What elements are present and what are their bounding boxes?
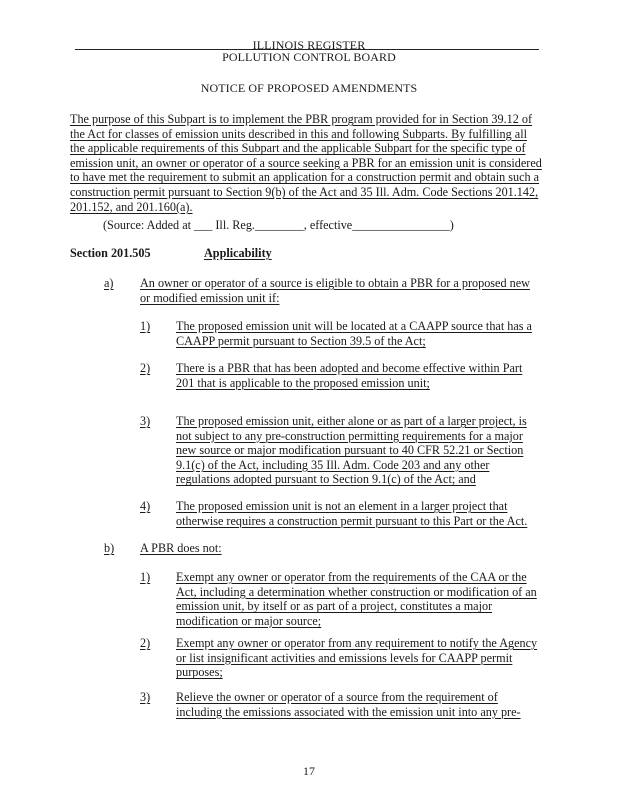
board-title: POLLUTION CONTROL BOARD bbox=[222, 50, 396, 64]
text-line: The proposed emission unit, either alone or as part of a larger project, is bbox=[176, 414, 527, 428]
subsection-a-marker: a) bbox=[104, 276, 114, 290]
item-a3-text bbox=[176, 414, 527, 487]
subsection-a-text bbox=[140, 276, 530, 305]
item-a2-marker: 2) bbox=[140, 361, 151, 375]
text-line: An owner or operator of a source is eligible to obtain a PBR for a proposed new bbox=[140, 276, 530, 290]
text-line: new source or major modification pursuant to 40 CFR 52.21 or Section bbox=[176, 443, 524, 458]
item-a4-marker: 4) bbox=[140, 499, 151, 513]
text-line: A PBR does not: bbox=[140, 541, 222, 555]
text-line: 201 that is applicable to the proposed emission unit; bbox=[176, 375, 430, 390]
subsection-b-marker: b) bbox=[104, 541, 115, 555]
item-b1-text bbox=[176, 570, 537, 628]
item-b2-text bbox=[176, 636, 537, 680]
item-b3-text bbox=[176, 690, 521, 719]
section-heading bbox=[70, 246, 370, 261]
text-line: Exempt any owner or operator from any requirement to notify the Agency bbox=[176, 636, 538, 650]
text-line: modification or major source; bbox=[176, 613, 322, 628]
text-line: to have met the requirement to submit an application for a construction permit and obtain such a bbox=[70, 170, 540, 185]
subsection-b-text bbox=[140, 541, 222, 556]
text-line: Relieve the owner or operator of a source from the requirement of bbox=[176, 690, 498, 704]
notice-title: NOTICE OF PROPOSED AMENDMENTS bbox=[200, 81, 418, 95]
text-line: otherwise requires a construction permit pursuant to this Part or the Act. bbox=[176, 513, 528, 528]
text-line: Act, including a determination whether construction or modification of an bbox=[176, 584, 537, 599]
text-line: CAAPP permit pursuant to Section 39.5 of the Act; bbox=[176, 333, 426, 348]
section-number: Section 201.505 bbox=[70, 246, 151, 260]
source-note: (Source: Added at ___ Ill. Reg.________, effective________________) bbox=[103, 218, 454, 232]
text-line: Exempt any owner or operator from the requirements of the CAA or the bbox=[176, 570, 527, 584]
item-a3-marker: 3) bbox=[140, 414, 151, 428]
text-line: purposes; bbox=[176, 665, 223, 680]
text-line: not subject to any pre-construction permitting requirements for a major bbox=[176, 428, 523, 443]
item-a1-marker: 1) bbox=[140, 319, 151, 333]
page-number: 17 bbox=[303, 764, 315, 778]
register-title: ILLINOIS REGISTER bbox=[252, 38, 366, 52]
text-line: or modified emission unit if: bbox=[140, 290, 280, 305]
text-line: 201.152, and 201.160(a). bbox=[70, 199, 193, 214]
item-b2-marker: 2) bbox=[140, 636, 151, 650]
item-a2-text bbox=[176, 361, 522, 390]
item-a1-text bbox=[176, 319, 532, 348]
item-b3-marker: 3) bbox=[140, 690, 151, 704]
section-title: Applicability bbox=[204, 246, 272, 260]
text-line: The purpose of this Subpart is to implement the PBR program provided for in Section 39.12 of bbox=[70, 112, 533, 126]
item-b1-marker: 1) bbox=[140, 570, 151, 584]
text-line: construction permit pursuant to Section 9(b) of the Act and 35 Ill. Adm. Code Sections 201.142, bbox=[70, 184, 539, 199]
text-line: The proposed emission unit is not an element in a larger project that bbox=[176, 499, 508, 513]
text-line: or list insignificant activities and emissions levels for CAAPP permit bbox=[176, 650, 513, 665]
text-line: the applicable requirements of this Subpart and the applicable Subpart for the specific type of bbox=[70, 141, 526, 156]
text-line: There is a PBR that has been adopted and become effective within Part bbox=[176, 361, 523, 375]
text-line: the Act for classes of emission units described in this and following Subparts. By fulfilling all bbox=[70, 126, 527, 141]
text-line: 9.1(c) of the Act, including 35 Ill. Adm. Code 203 and any other bbox=[176, 457, 490, 472]
text-line: emission unit, by itself or as part of a project, constitutes a major bbox=[176, 599, 493, 614]
item-a4-text bbox=[176, 499, 527, 528]
text-line: regulations adopted pursuant to Section 9.1(c) of the Act; and bbox=[176, 472, 476, 487]
text-line: The proposed emission unit will be located at a CAAPP source that has a bbox=[176, 319, 532, 333]
text-line: emission unit, an owner or operator of a source seeking a PBR for an emission unit is considered bbox=[70, 155, 542, 170]
intro-paragraph bbox=[70, 112, 542, 214]
text-line: including the emissions associated with the emission unit into any pre- bbox=[176, 704, 521, 719]
